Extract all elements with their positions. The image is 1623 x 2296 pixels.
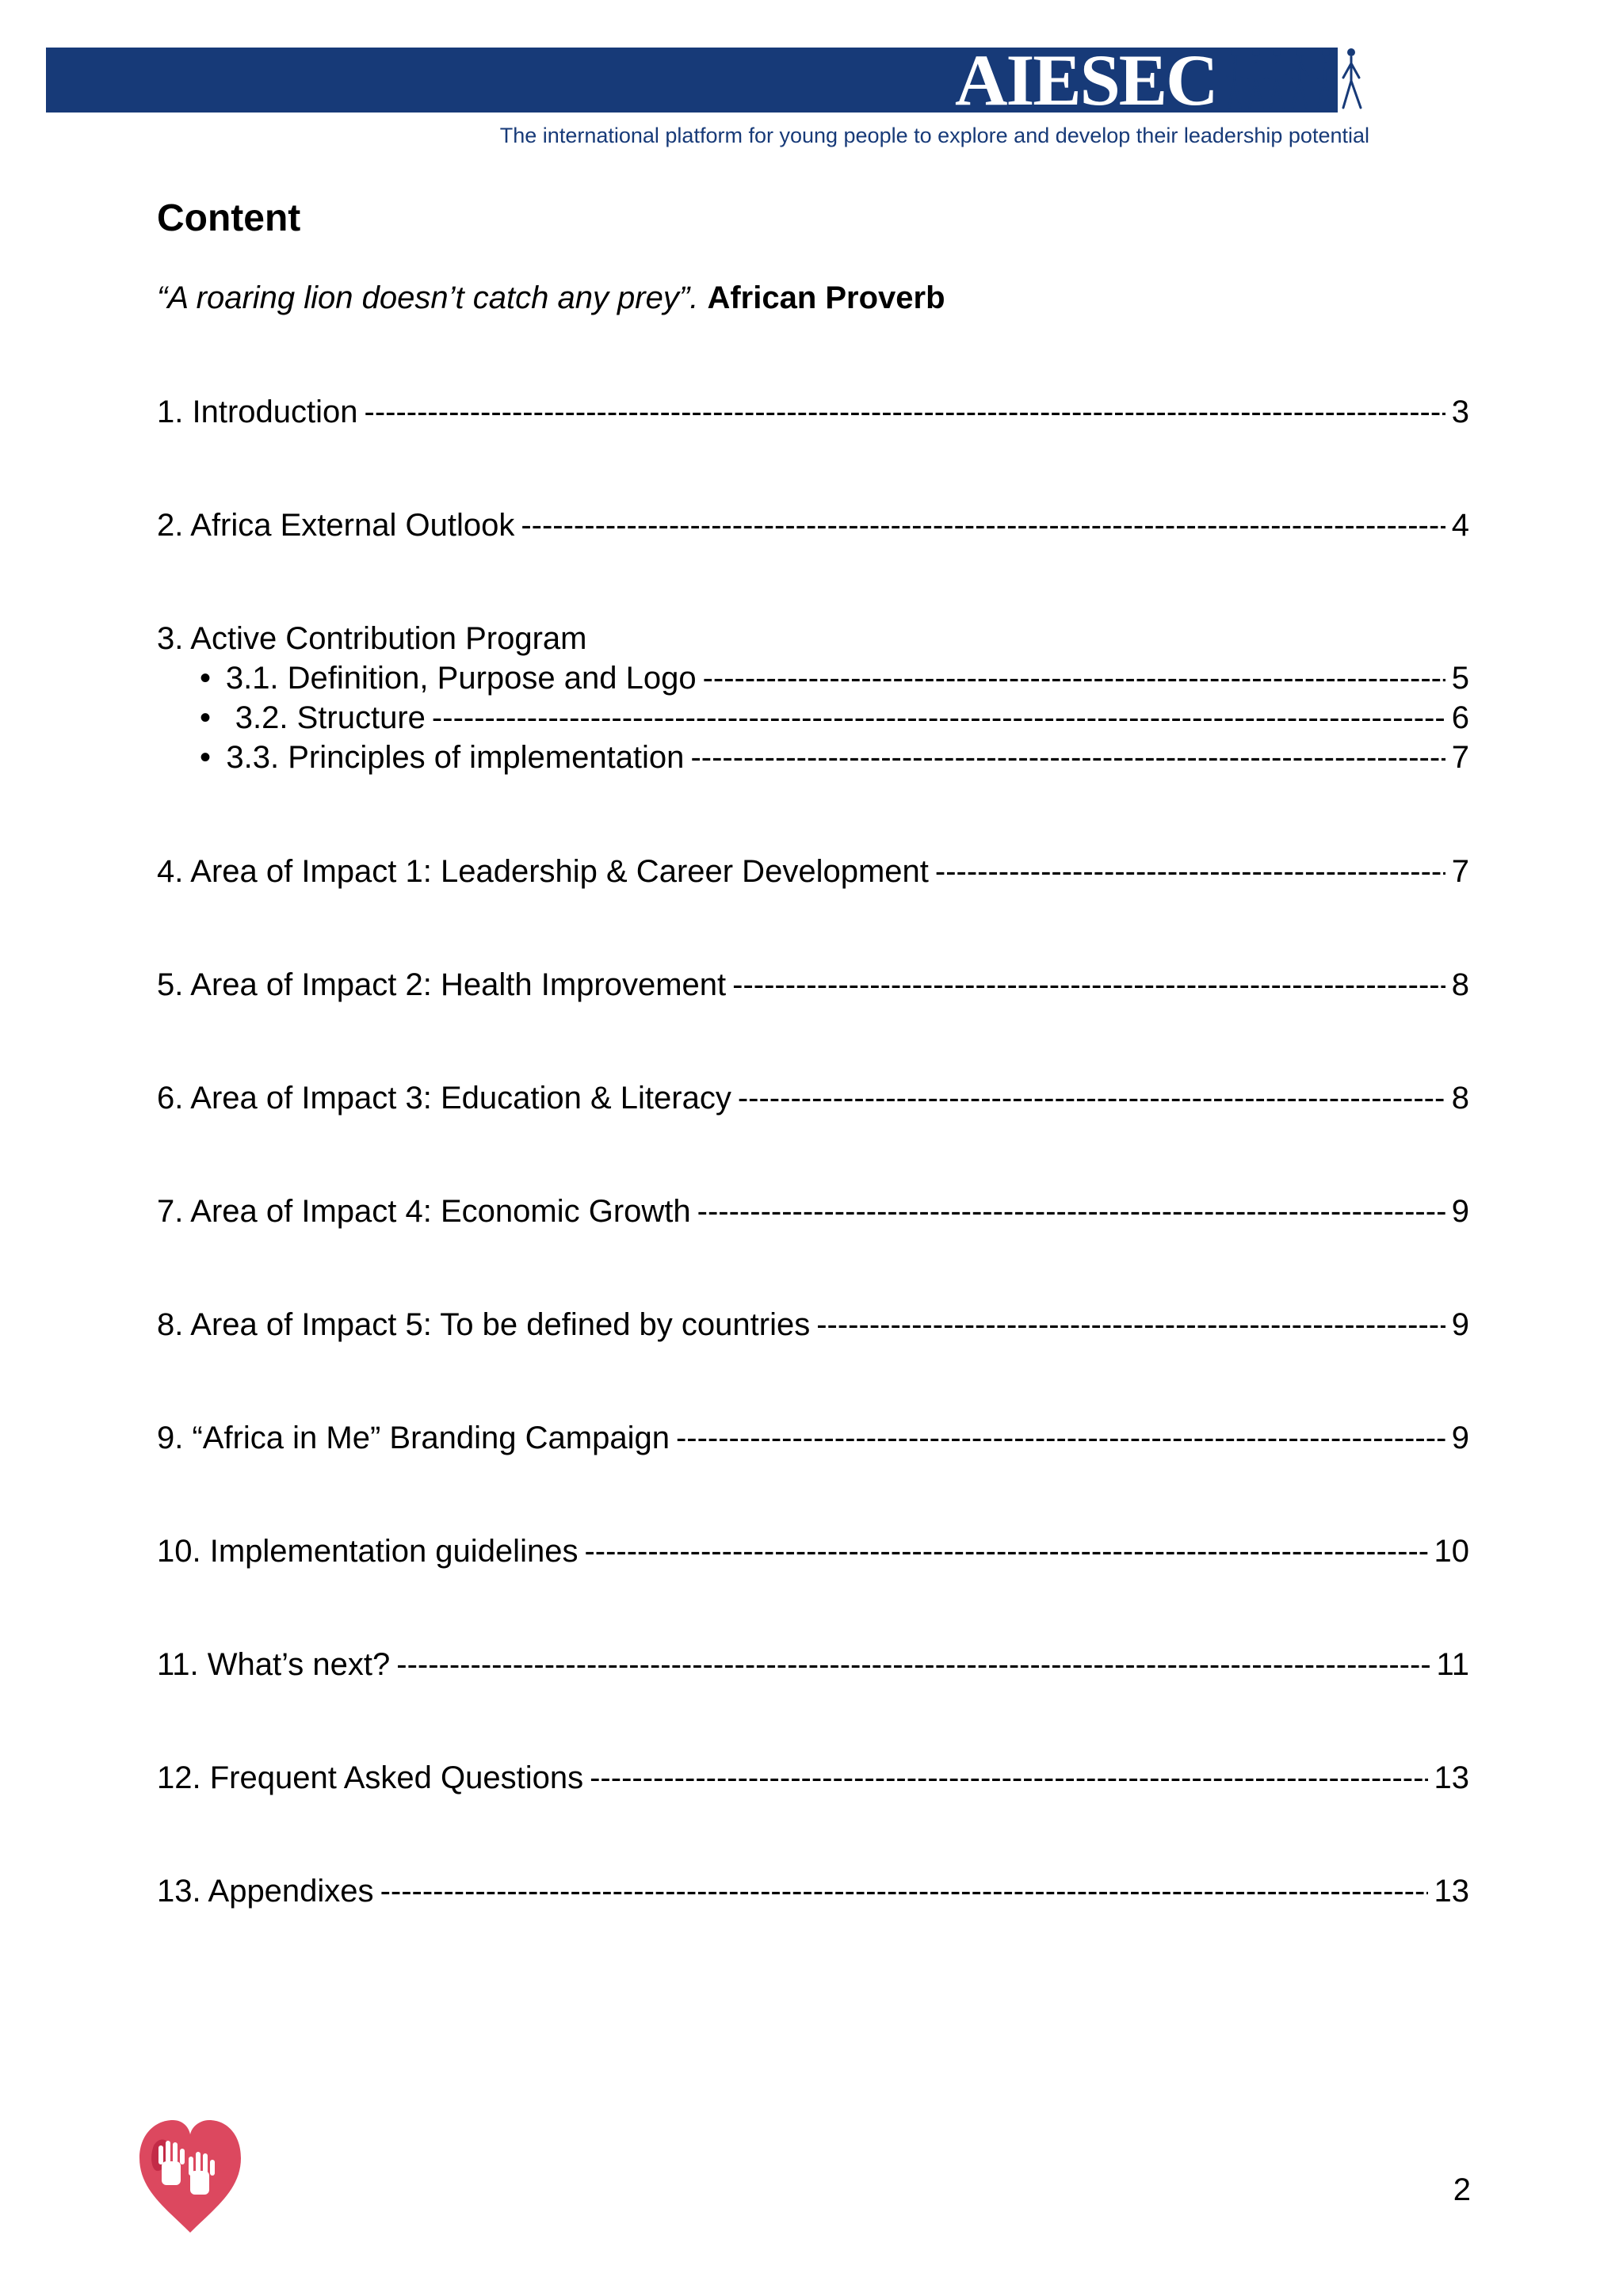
toc-page-number: 3 [1451,395,1469,429]
toc-label: 5. Area of Impact 2: Health Improvement [157,967,727,1002]
heart-hands-icon [135,2114,246,2234]
toc-page-number: 9 [1451,1307,1469,1342]
bullet-icon: • [200,740,212,775]
toc-label: 4. Area of Impact 1: Leadership & Career Development [157,854,929,889]
toc-entry[interactable] [157,391,1469,433]
toc-page-number: 9 [1451,1194,1469,1229]
toc-label: 3.2. Structure [235,700,426,735]
toc-entry[interactable] [157,1417,1469,1459]
page-number: 2 [1453,2172,1471,2207]
toc-entry[interactable] [157,851,1469,892]
toc-label: 3. Active Contribution Program [157,621,587,656]
toc-label: 3.1. Definition, Purpose and Logo [225,661,697,696]
toc-label: 11. What’s next? [157,1647,391,1682]
toc-leader [380,1871,1428,1912]
toc-label: 7. Area of Impact 4: Economic Growth [157,1194,691,1229]
toc-subentry[interactable] [200,697,1469,738]
toc-page-number: 4 [1451,508,1469,543]
toc-page-number: 11 [1436,1647,1469,1682]
toc-leader [396,1644,1430,1685]
toc-leader [676,1417,1445,1459]
tagline: The international platform for young people to explore and develop their leadership potential [499,124,1369,147]
quote-source: African Proverb [707,280,945,315]
toc-entry[interactable] [157,1304,1469,1345]
toc-label: 12. Frequent Asked Questions [157,1760,584,1795]
toc-leader [935,851,1445,892]
toc-leader [732,964,1445,1005]
toc-label: 10. Implementation guidelines [157,1534,579,1569]
toc-page-number: 7 [1451,854,1469,889]
toc-leader [690,737,1445,778]
toc-leader [521,505,1445,546]
toc-page-number: 10 [1434,1534,1469,1569]
toc-label: 2. Africa External Outlook [157,508,515,543]
toc-page-number: 6 [1451,700,1469,735]
toc-leader [584,1531,1427,1572]
bullet-icon: • [200,661,212,696]
toc-page-number: 7 [1451,740,1469,775]
toc-label: 6. Area of Impact 3: Education & Literacy [157,1081,731,1116]
toc-subentry[interactable] [200,737,1469,778]
toc-page-number: 8 [1451,967,1469,1002]
toc-entry[interactable] [157,618,1469,659]
quote-text: “A roaring lion doesn’t catch any prey”. [157,280,699,315]
toc-page-number: 13 [1434,1874,1469,1909]
toc-page-number: 9 [1451,1421,1469,1455]
toc-label: 3.3. Principles of implementation [226,740,685,775]
toc-page-number: 13 [1434,1760,1469,1795]
page-title: Content [157,197,301,239]
toc-entry[interactable] [157,1191,1469,1232]
toc-entry[interactable] [157,964,1469,1005]
toc-leader [365,391,1445,433]
toc-leader [432,697,1445,738]
toc-entry[interactable] [157,1871,1469,1912]
toc-label: 1. Introduction [157,395,358,429]
toc-label: 13. Appendixes [157,1874,374,1909]
toc-page-number: 5 [1451,661,1469,696]
people-silhouettes-icon [1224,44,1367,116]
aiesec-logo: AIESEC [955,40,1217,120]
toc-leader [697,1191,1445,1232]
toc-leader [738,1077,1445,1119]
toc-page-number: 8 [1451,1081,1469,1116]
toc-leader [703,658,1445,699]
toc-entry[interactable] [157,505,1469,546]
toc-entry[interactable] [157,1531,1469,1572]
toc-leader [590,1757,1427,1798]
toc-leader [816,1304,1445,1345]
toc-subentry[interactable] [200,658,1469,699]
bullet-icon: • [200,700,212,735]
toc-entry[interactable] [157,1644,1469,1685]
toc-entry[interactable] [157,1077,1469,1119]
toc-label: 9. “Africa in Me” Branding Campaign [157,1421,670,1455]
toc-entry[interactable] [157,1757,1469,1798]
toc-label: 8. Area of Impact 5: To be defined by countries [157,1307,811,1342]
proverb-quote [157,280,945,316]
